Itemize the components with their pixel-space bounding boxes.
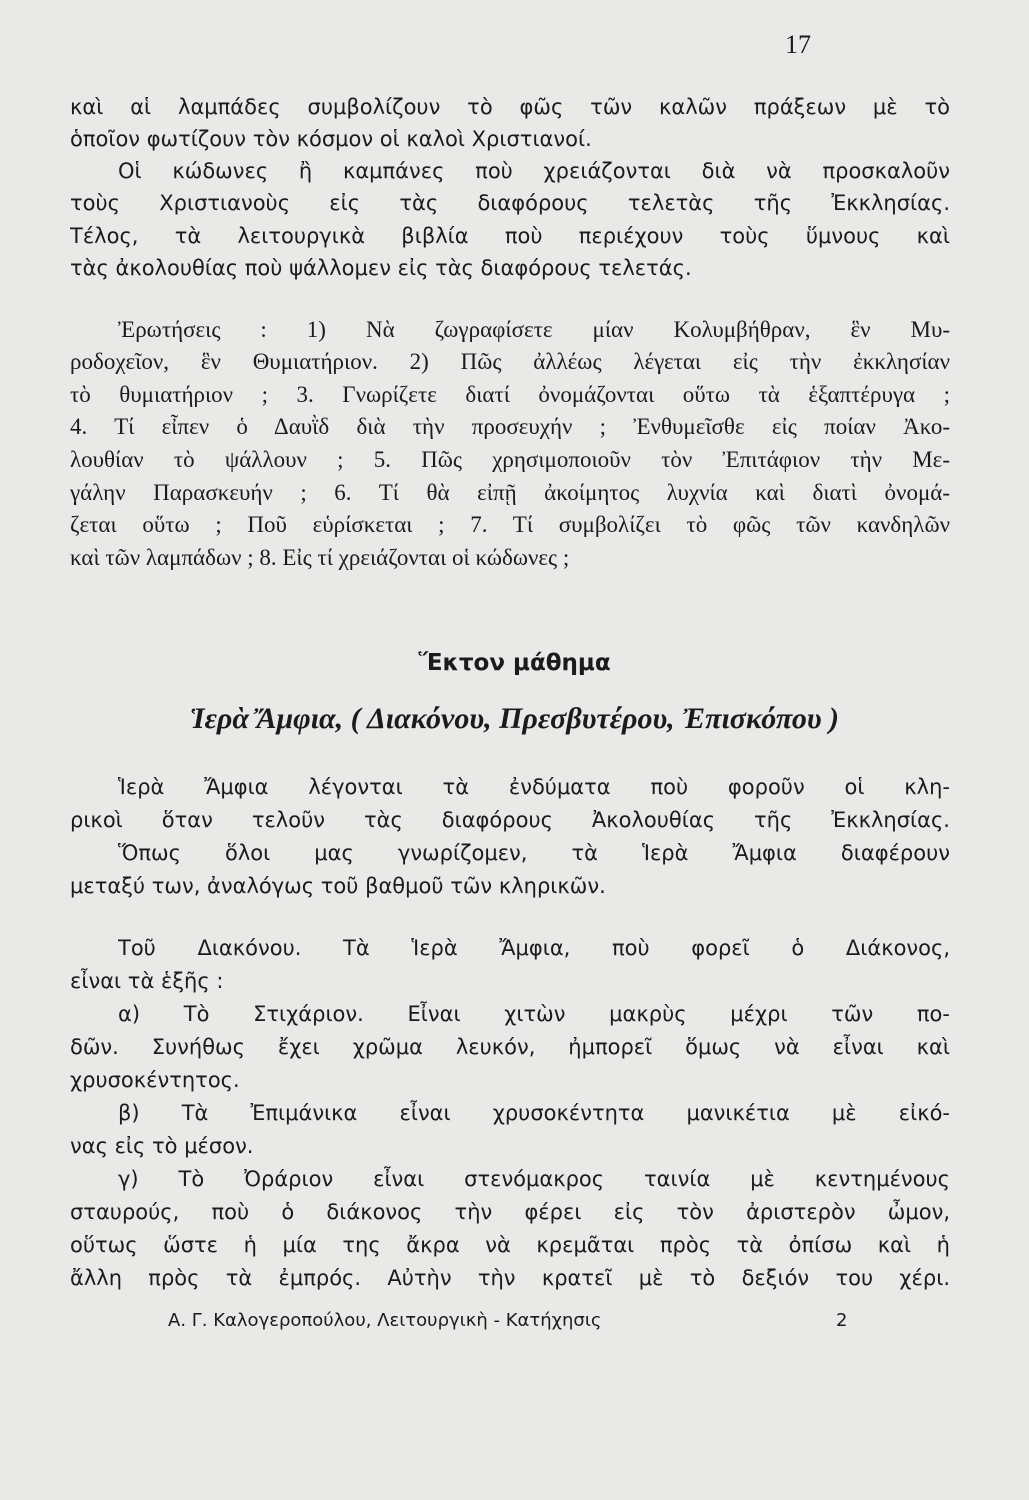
text-line: γ) Τὸ Ὀράριον εἶναι στενόμακρος ταινία μὲ κεντημένους: [118, 1167, 950, 1191]
text-line: χρυσοκέντητος.: [70, 1068, 240, 1092]
text-line: Οἱ κώδωνες ἢ καμπάνες ποὺ χρειάζονται διὰ νὰ προσκαλοῦν: [118, 159, 950, 183]
text-line: ρικοὶ ὅταν τελοῦν τὰς διαφόρους Ἀκολουθίας τῆς Ἐκκλησίας.: [70, 808, 950, 832]
questions-line: γάλην Παρασκευήν ; 6. Τί θὰ εἰπῇ ἀκοίμητος λυχνία καὶ διατὶ ὀνομά-: [70, 480, 950, 505]
text-line: καὶ αἱ λαμπάδες συμβολίζουν τὸ φῶς τῶν καλῶν πράξεων μὲ τὸ: [70, 95, 950, 119]
text-line: Ἱερὰ Ἄμφια λέγονται τὰ ἐνδύματα ποὺ φοροῦν οἱ κλη-: [118, 775, 950, 799]
lesson-heading: Ἕκτον μάθημα: [418, 650, 611, 676]
text-line: δῶν. Συνήθως ἔχει χρῶμα λευκόν, ἠμπορεῖ ὅμως νὰ εἶναι καὶ: [70, 1035, 950, 1059]
footer-signature: 2: [836, 1310, 848, 1331]
footer-author-title: Α. Γ. Καλογεροπούλου, Λειτουργικὴ - Κατήχησις: [168, 1310, 602, 1331]
text-line: σταυρούς, ποὺ ὁ διάκονος τὴν φέρει εἰς τὸν ἀριστερὸν ὦμον,: [70, 1200, 950, 1224]
text-line: τὰς ἀκολουθίας ποὺ ψάλλομεν εἰς τὰς διαφόρους τελετάς.: [70, 256, 692, 280]
questions-line: λουθίαν τὸ ψάλλουν ; 5. Πῶς χρησιμοποιοῦν τὸν Ἐπιτάφιον τὴν Με-: [70, 447, 950, 472]
text-line: α) Τὸ Στιχάριον. Εἶναι χιτὼν μακρὺς μέχρι τῶν πο-: [118, 1002, 950, 1026]
text-line: οὕτως ὥστε ἡ μία της ἄκρα νὰ κρεμᾶται πρὸς τὰ ὀπίσω καὶ ἡ: [70, 1233, 950, 1257]
text-line: ἄλλη πρὸς τὰ ἐμπρός. Αὐτὴν τὴν κρατεῖ μὲ τὸ δεξιόν του χέρι.: [70, 1266, 950, 1290]
text-line: Τέλος, τὰ λειτουργικὰ βιβλία ποὺ περιέχουν τοὺς ὕμνους καὶ: [70, 224, 950, 248]
text-line: νας εἰς τὸ μέσον.: [70, 1134, 254, 1158]
text-line: τοὺς Χριστιανοὺς εἰς τὰς διαφόρους τελετὰς τῆς Ἐκκλησίας.: [70, 191, 950, 215]
text-line: Ὅπως ὅλοι μας γνωρίζομεν, τὰ Ἱερὰ Ἄμφια διαφέρουν: [118, 841, 950, 865]
text-line: ὁποῖον φωτίζουν τὸν κόσμον οἱ καλοὶ Χριστιανοί.: [70, 127, 592, 151]
page-number: 17: [785, 30, 811, 59]
text-line: β) Τὰ Ἐπιμάνικα εἶναι χρυσοκέντητα μανικέτια μὲ εἰκό-: [118, 1101, 950, 1125]
questions-line: 4. Τί εἶπεν ὁ Δαυῒδ διὰ τὴν προσευχήν ; Ἐνθυμεῖσθε εἰς ποίαν Ἀκο-: [70, 414, 950, 439]
questions-line: καὶ τῶν λαμπάδων ; 8. Εἰς τί χρειάζονται οἱ κώδωνες ;: [70, 545, 570, 570]
text-line: μεταξύ των, ἀναλόγως τοῦ βαθμοῦ τῶν κληρικῶν.: [70, 874, 606, 898]
text-line: εἶναι τὰ ἑξῆς :: [70, 969, 224, 993]
lesson-subheading: Ἱερὰ Ἄμφια, ( Διακόνου, Πρεσβυτέρου, Ἐπισκόπου ): [189, 702, 840, 735]
text-line: Τοῦ Διακόνου. Τὰ Ἱερὰ Ἄμφια, ποὺ φορεῖ ὁ Διάκονος,: [118, 936, 950, 960]
questions-line: Ἐρωτήσεις : 1) Νὰ ζωγραφίσετε μίαν Κολυμβήθραν, ἓν Μυ-: [118, 317, 950, 342]
questions-line: ζεται οὕτω ; Ποῦ εὑρίσκεται ; 7. Τί συμβολίζει τὸ φῶς τῶν κανδηλῶν: [70, 512, 950, 537]
questions-line: τὸ θυμιατήριον ; 3. Γνωρίζετε διατί ὀνομάζονται οὕτω τὰ ἑξαπτέρυγα ;: [70, 382, 950, 407]
questions-line: ροδοχεῖον, ἓν Θυμιατήριον. 2) Πῶς ἀλλέως λέγεται εἰς τὴν ἐκκλησίαν: [70, 349, 950, 374]
